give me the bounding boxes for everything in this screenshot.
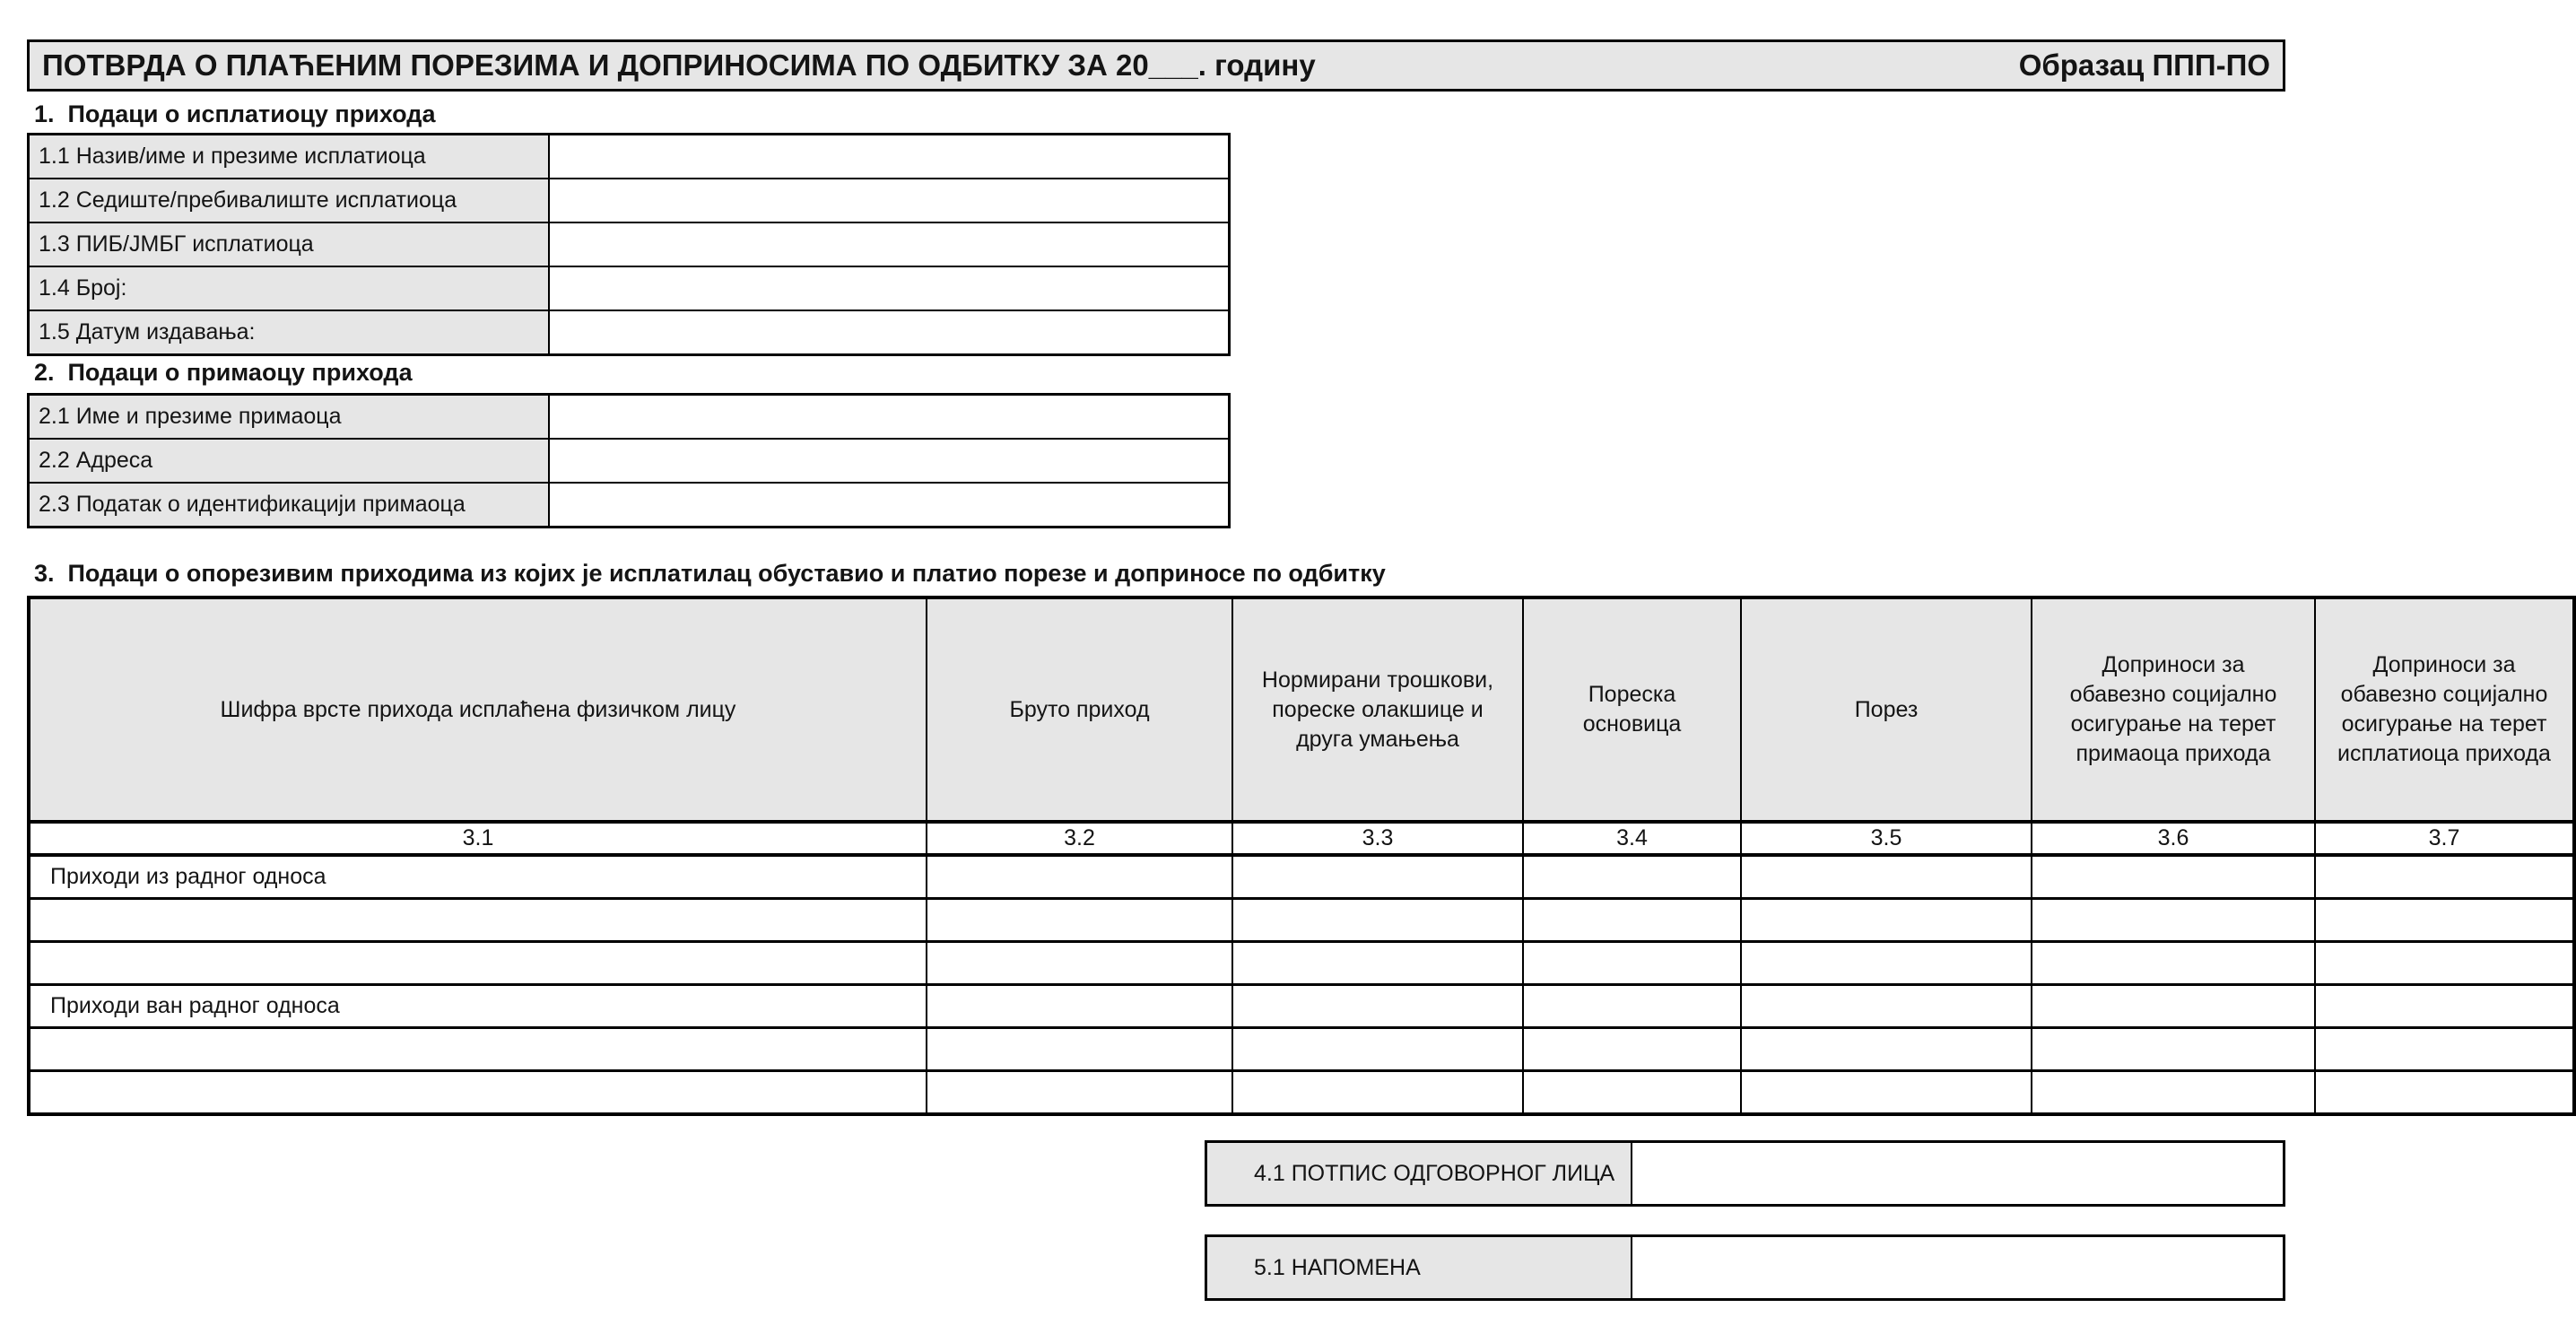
column-code: 3.4 — [1523, 822, 1741, 855]
income-row-empty — [29, 942, 2574, 985]
income-type-cell[interactable] — [29, 1028, 927, 1071]
payer-info-table — [27, 133, 1231, 356]
recipient-info-table — [27, 393, 1231, 528]
form-row — [29, 395, 1230, 440]
field-label-payer-pib: 1.3 ПИБ/ЈМБГ исплатиоца — [29, 222, 550, 266]
column-code: 3.5 — [1741, 822, 2032, 855]
income-value-cell[interactable] — [2032, 1028, 2315, 1071]
field-label-issue-date: 1.5 Датум издавања: — [29, 310, 550, 355]
column-code: 3.6 — [2032, 822, 2315, 855]
income-value-cell[interactable] — [1523, 1071, 1741, 1115]
income-value-cell[interactable] — [1232, 899, 1523, 942]
signature-value-cell[interactable] — [1632, 1143, 2283, 1204]
income-value-cell[interactable] — [2315, 985, 2574, 1028]
field-label-recipient-address: 2.2 Адреса — [29, 439, 550, 483]
section3-heading: 3. Подаци о опорезивим приходима из којих је исплатилац обуставио и платио порезе и доприносе по одбитку — [34, 560, 1386, 587]
form-title-bar — [27, 39, 2285, 92]
income-value-cell[interactable] — [1523, 985, 1741, 1028]
section2-heading: 2. Подаци о примаоцу прихода — [34, 359, 413, 386]
signature-box — [1205, 1140, 2285, 1207]
income-type-cell: Приходи из радног односа — [29, 855, 927, 899]
income-type-cell[interactable] — [29, 899, 927, 942]
field-label-recipient-name: 2.1 Име и презиме примаоца — [29, 395, 550, 440]
column-header-deductions: Нормирани трошкови, пореске олакшице и друга умањења — [1232, 597, 1523, 822]
income-type-cell: Приходи ван радног односа — [29, 985, 927, 1028]
income-value-cell[interactable] — [1232, 1028, 1523, 1071]
column-header-gross-income: Бруто приход — [927, 597, 1232, 822]
income-row-empty — [29, 1071, 2574, 1115]
income-value-cell[interactable] — [1232, 942, 1523, 985]
income-value-cell[interactable] — [1741, 1071, 2032, 1115]
form-row — [29, 135, 1230, 179]
field-label-number: 1.4 Број: — [29, 266, 550, 310]
section1-heading: 1. Подаци о исплатиоцу прихода — [34, 100, 436, 127]
income-row-empty — [29, 1028, 2574, 1071]
column-code: 3.3 — [1232, 822, 1523, 855]
income-table-header-row — [29, 597, 2574, 822]
column-code: 3.1 — [29, 822, 927, 855]
income-value-cell[interactable] — [2032, 985, 2315, 1028]
field-value-issue-date[interactable] — [549, 310, 1230, 355]
column-code: 3.2 — [927, 822, 1232, 855]
note-value-cell[interactable] — [1632, 1237, 2283, 1298]
form-row — [29, 483, 1230, 528]
income-row-employment — [29, 855, 2574, 899]
form-row — [29, 266, 1230, 310]
form-code: Образац ППП-ПО — [2018, 48, 2270, 82]
field-value-payer-pib[interactable] — [549, 222, 1230, 266]
note-label: 5.1 НАПОМЕНА — [1207, 1237, 1632, 1298]
income-value-cell[interactable] — [1232, 855, 1523, 899]
income-value-cell[interactable] — [2315, 1071, 2574, 1115]
column-header-contrib-payer: Доприноси за обавезно социјално осигурање на терет исплатиоца прихода — [2315, 597, 2574, 822]
field-label-payer-name: 1.1 Назив/име и презиме исплатиоца — [29, 135, 550, 179]
income-value-cell[interactable] — [927, 985, 1232, 1028]
income-value-cell[interactable] — [927, 1071, 1232, 1115]
income-value-cell[interactable] — [2315, 1028, 2574, 1071]
income-value-cell[interactable] — [1523, 855, 1741, 899]
note-box — [1205, 1234, 2285, 1301]
income-value-cell[interactable] — [1523, 1028, 1741, 1071]
income-value-cell[interactable] — [2315, 855, 2574, 899]
income-value-cell[interactable] — [1741, 985, 2032, 1028]
income-value-cell[interactable] — [2315, 942, 2574, 985]
income-table-code-row — [29, 822, 2574, 855]
field-value-recipient-address[interactable] — [549, 439, 1230, 483]
field-value-recipient-name[interactable] — [549, 395, 1230, 440]
income-value-cell[interactable] — [1232, 1071, 1523, 1115]
field-value-payer-name[interactable] — [549, 135, 1230, 179]
income-value-cell[interactable] — [2032, 942, 2315, 985]
field-value-payer-seat[interactable] — [549, 179, 1230, 222]
income-value-cell[interactable] — [1741, 855, 2032, 899]
field-label-payer-seat: 1.2 Седиште/пребивалиште исплатиоца — [29, 179, 550, 222]
column-header-contrib-recipient: Доприноси за обавезно социјално осигурање на терет примаоца прихода — [2032, 597, 2315, 822]
income-value-cell[interactable] — [927, 1028, 1232, 1071]
income-value-cell[interactable] — [1741, 1028, 2032, 1071]
income-value-cell[interactable] — [2032, 1071, 2315, 1115]
column-header-tax: Порез — [1741, 597, 2032, 822]
column-code: 3.7 — [2315, 822, 2574, 855]
income-value-cell[interactable] — [2032, 899, 2315, 942]
income-value-cell[interactable] — [2315, 899, 2574, 942]
income-type-cell[interactable] — [29, 942, 927, 985]
income-value-cell[interactable] — [2032, 855, 2315, 899]
income-row-non-employment — [29, 985, 2574, 1028]
income-value-cell[interactable] — [1523, 899, 1741, 942]
income-value-cell[interactable] — [927, 855, 1232, 899]
income-value-cell[interactable] — [1741, 942, 2032, 985]
income-type-cell[interactable] — [29, 1071, 927, 1115]
field-value-recipient-id[interactable] — [549, 483, 1230, 528]
income-row-empty — [29, 899, 2574, 942]
income-value-cell[interactable] — [927, 942, 1232, 985]
income-value-cell[interactable] — [1741, 899, 2032, 942]
field-label-recipient-id: 2.3 Податак о идентификацији примаоца — [29, 483, 550, 528]
field-value-number[interactable] — [549, 266, 1230, 310]
income-table — [27, 596, 2576, 1116]
form-row — [29, 222, 1230, 266]
signature-label: 4.1 ПОТПИС ОДГОВОРНОГ ЛИЦА — [1207, 1143, 1632, 1204]
income-value-cell[interactable] — [1523, 942, 1741, 985]
form-row — [29, 310, 1230, 355]
form-row — [29, 439, 1230, 483]
income-value-cell[interactable] — [927, 899, 1232, 942]
column-header-tax-base: Пореска основица — [1523, 597, 1741, 822]
column-header-income-code: Шифра врсте прихода исплаћена физичком лицу — [29, 597, 927, 822]
form-title: ПОТВРДА О ПЛАЋЕНИМ ПОРЕЗИМА И ДОПРИНОСИМА ПО ОДБИТКУ ЗА 20___. годину — [42, 48, 1316, 82]
income-value-cell[interactable] — [1232, 985, 1523, 1028]
form-row — [29, 179, 1230, 222]
